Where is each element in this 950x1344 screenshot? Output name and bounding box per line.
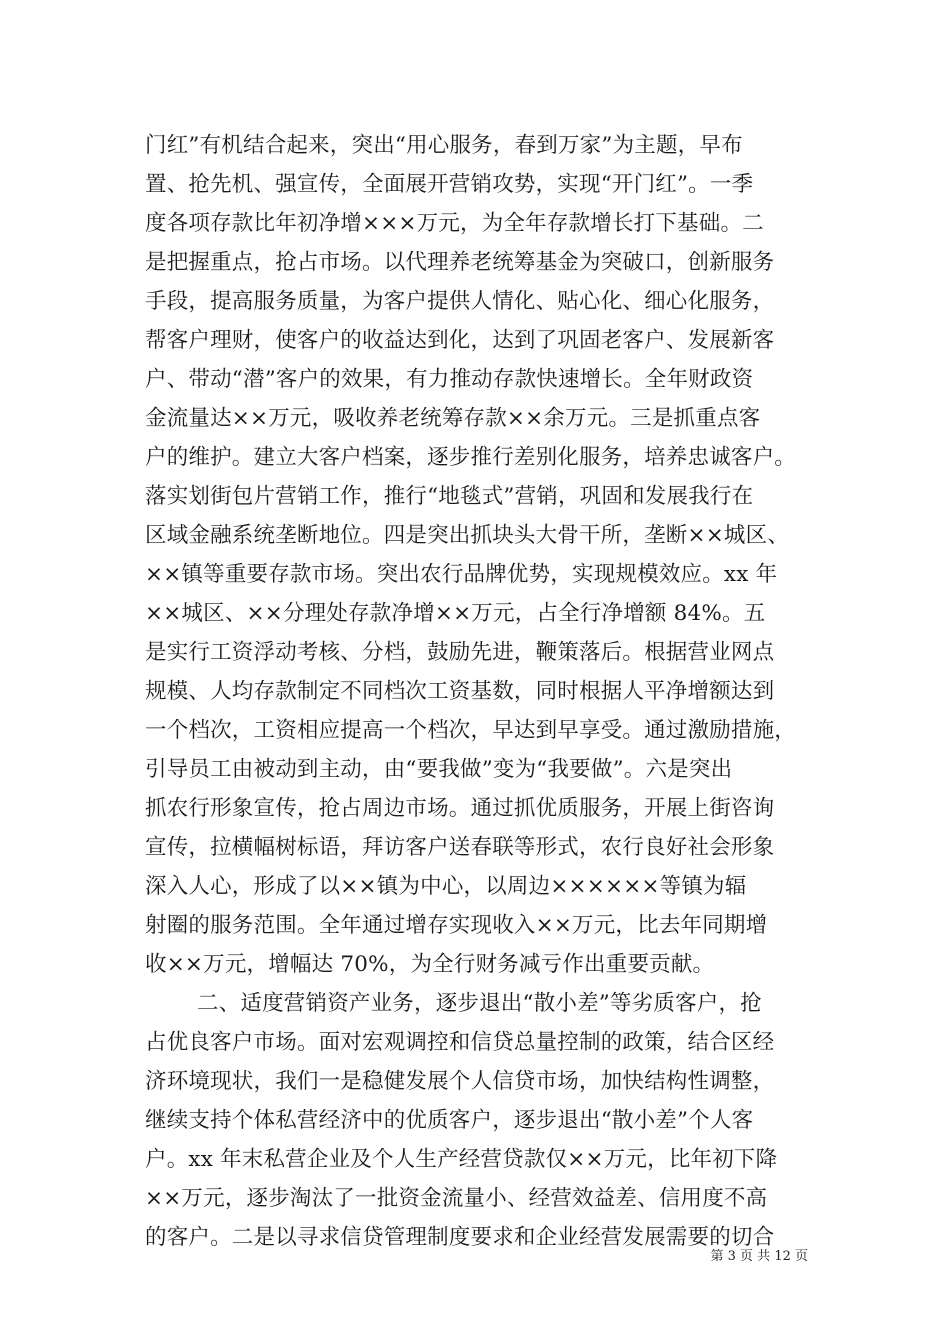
text-line: 射圈的服务范围。全年通过增存实现收入××万元，比去年同期增 xyxy=(145,913,768,938)
text-line: 区域金融系统垄断地位。四是突出抓块头大骨干所，垄断××城区、 xyxy=(145,523,790,548)
text-line: 是把握重点，抢占市场。以代理养老统筹基金为突破口，创新服务 xyxy=(145,250,775,275)
text-line: 的客户。二是以寻求信贷管理制度要求和企业经营发展需要的切合 xyxy=(145,1225,775,1250)
text-line: 一个档次，工资相应提高一个档次，早达到早享受。通过激励措施， xyxy=(145,718,797,743)
text-line: 门红”有机结合起来，突出“用心服务，春到万家”为主题，早布 xyxy=(145,133,743,158)
text-line: 占优良客户市场。面对宏观调控和信贷总量控制的政策，结合区经 xyxy=(145,1030,775,1055)
text-line: 是实行工资浮动考核、分档，鼓励先进，鞭策落后。根据营业网点 xyxy=(145,640,775,665)
text-line: 继续支持个体私营经济中的优质客户，逐步退出“散小差”个人客 xyxy=(145,1108,754,1133)
text-line: 深入人心，形成了以××镇为中心，以周边××××××等镇为辐 xyxy=(145,874,747,899)
text-line: 户、带动“潜”客户的效果，有力推动存款快速增长。全年财政资 xyxy=(145,367,754,392)
page-footer: 第 3 页 共 12 页 xyxy=(710,1249,808,1264)
text-line: 度各项存款比年初净增×××万元，为全年存款增长打下基础。二 xyxy=(145,211,764,236)
text-line: 户。xx 年末私营企业及个人生产经营贷款仅××万元，比年初下降 xyxy=(145,1147,778,1172)
text-line: 引导员工由被动到主动，由“要我做”变为“我要做”。六是突出 xyxy=(145,757,733,782)
text-line: 置、抢先机、强宣传，全面展开营销攻势，实现“开门红”。一季 xyxy=(145,172,754,197)
text-line: 规模、人均存款制定不同档次工资基数，同时根据人平净增额达到 xyxy=(145,679,775,704)
text-line: 济环境现状，我们一是稳健发展个人信贷市场，加快结构性调整， xyxy=(145,1069,775,1094)
text-line: 二、适度营销资产业务，逐步退出“散小差”等劣质客户，抢 xyxy=(197,991,762,1016)
text-line: 金流量达××万元，吸收养老统筹存款××余万元。三是抓重点客 xyxy=(145,406,761,431)
text-line: ××城区、××分理处存款净增××万元，占全行净增额 84%。五 xyxy=(145,601,766,626)
text-line: 宣传，拉横幅树标语，拜访客户送春联等形式，农行良好社会形象 xyxy=(145,835,775,860)
text-line: 帮客户理财，使客户的收益达到化，达到了巩固老客户、发展新客 xyxy=(145,328,775,353)
body-text xyxy=(145,126,807,1257)
text-line: 收××万元，增幅达 70%，为全行财务减亏作出重要贡献。 xyxy=(145,952,715,977)
text-line: 抓农行形象宣传，抢占周边市场。通过抓优质服务，开展上街咨询 xyxy=(145,796,775,821)
text-line: ××万元，逐步淘汰了一批资金流量小、经营效益差、信用度不高 xyxy=(145,1186,768,1211)
text-line: 手段，提高服务质量，为客户提供人情化、贴心化、细心化服务， xyxy=(145,289,775,314)
text-line: 户的维护。建立大客户档案，逐步推行差别化服务，培养忠诚客户。 xyxy=(145,445,797,470)
text-line: 落实划街包片营销工作，推行“地毯式”营销，巩固和发展我行在 xyxy=(145,484,754,509)
text-line: ××镇等重要存款市场。突出农行品牌优势，实现规模效应。xx 年 xyxy=(145,562,778,587)
